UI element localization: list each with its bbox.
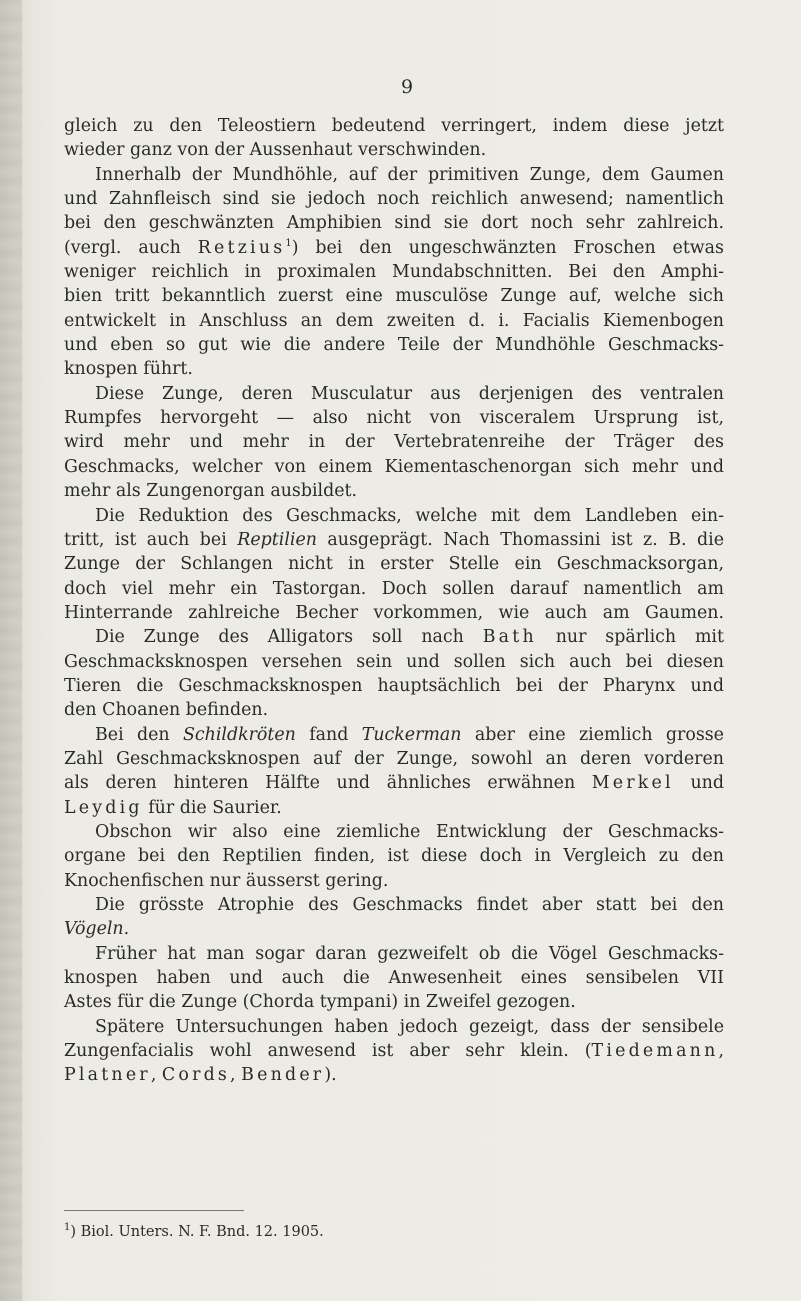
text-line: organe bei den Reptilien finden, ist diese doch in Vergleich zu den <box>64 846 724 867</box>
footnote <box>64 1224 324 1240</box>
text-segment: nur spärlich mit <box>536 627 724 648</box>
text-segment: tritt, ist auch bei <box>64 529 238 550</box>
spaced-name: Cords <box>161 1065 231 1086</box>
text-line: Zahl Geschmacksknospen auf der Zunge, sowohl an deren vorderen <box>64 748 724 769</box>
text-line <box>64 771 724 795</box>
text-segment: Die Reduktion des Geschmacks, welche mit dem Landleben ein- <box>95 505 724 526</box>
text-line: Rumpfes hervorgeht — also nicht von visceralem Ursprung ist, <box>64 408 724 429</box>
spaced-name: Bender <box>241 1065 325 1086</box>
text-segment: Die Zunge des Alligators soll nach <box>95 627 483 648</box>
text-line: Früher hat man sogar daran gezweifelt ob die Vögel Geschmacks- <box>95 943 724 964</box>
italic-term: Reptilien <box>237 529 317 550</box>
text-line: Spätere Untersuchungen haben jedoch gezeigt, dass der sensibele <box>95 1016 724 1037</box>
text-line: Innerhalb der Mundhöhle, auf der primitiven Zunge, dem Gaumen <box>95 164 724 185</box>
spaced-name: Tiedemann <box>591 1041 719 1062</box>
spaced-name: Leydig <box>64 797 143 818</box>
text-line: mehr als Zungenorgan ausbildet. <box>64 481 358 502</box>
footnote-marker: 1 <box>64 1222 71 1234</box>
text-line: Geschmacks, welcher von einem Kiementaschenorgan sich mehr und <box>64 456 724 477</box>
text-line: Diese Zunge, deren Musculatur aus derjenigen des ventralen <box>95 383 724 404</box>
spaced-name: Bath <box>482 627 537 648</box>
spaced-name: Merkel <box>591 773 674 794</box>
text-line: bei den geschwänzten Amphibien sind sie dort noch sehr zahlreich. <box>64 213 724 234</box>
text-segment: Bei den <box>95 724 183 745</box>
text-line: bien tritt bekanntlich zuerst eine musculöse Zunge auf, welche sich <box>64 286 724 307</box>
text-line: und eben so gut wie die andere Teile der Mundhöhle Geschmacks- <box>64 335 724 356</box>
text-line <box>64 1039 724 1063</box>
text-line: doch viel mehr ein Tastorgan. Doch sollen darauf namentlich am <box>64 578 724 599</box>
text-segment: ). <box>324 1065 337 1086</box>
text-segment: fand <box>295 724 362 745</box>
footnote-reference: 1 <box>285 237 292 249</box>
text-line <box>64 796 724 820</box>
text-line: Die grösste Atrophie des Geschmacks findet aber statt bei den <box>95 895 724 915</box>
text-line: Obschon wir also eine ziemliche Entwicklung der Geschmacks- <box>95 821 724 842</box>
text-line <box>64 504 724 528</box>
text-line: knospen haben und auch die Anwesenheit eines sensibelen VII <box>64 968 724 989</box>
text-segment: aber eine ziemlich grosse <box>461 724 724 745</box>
text-line <box>64 236 724 260</box>
text-line: Hinterrande zahlreiche Becher vorkommen, wie auch am Gaumen. <box>64 602 724 623</box>
text-line <box>64 723 724 747</box>
text-line: weniger reichlich in proximalen Mundabschnitten. Bei den Amphi- <box>64 262 724 283</box>
text-line: gleich zu den Teleostiern bedeutend verringert, indem diese jetzt <box>64 116 724 136</box>
text-segment: als deren hinteren Hälfte und ähnliches erwähnen <box>64 773 592 794</box>
footnote-divider <box>64 1210 244 1211</box>
text-line: entwickelt in Anschluss an dem zweiten d. i. Facialis Kiemenbogen <box>64 310 724 331</box>
text-segment: , <box>150 1065 162 1086</box>
text-segment: Zungenfacialis wohl anwesend ist aber sehr klein. ( <box>64 1041 592 1062</box>
text-line: wieder ganz von der Aussenhaut verschwinden. <box>64 140 487 161</box>
text-segment: ) bei den ungeschwänzten Froschen etwas <box>291 237 724 258</box>
text-segment: , <box>230 1065 242 1086</box>
binding-edge <box>0 0 22 1301</box>
text-line: knospen führt. <box>64 359 193 380</box>
footnote-text: ) Biol. Unters. N. F. Bnd. 12. 1905. <box>70 1224 324 1240</box>
text-line: Zunge der Schlangen nicht in erster Stelle ein Geschmacksorgan, <box>64 554 724 575</box>
body-text <box>64 114 724 1088</box>
italic-term: Vögeln. <box>64 919 130 940</box>
spaced-name: Platner <box>64 1065 151 1086</box>
text-line: Geschmacksknospen versehen sein und sollen sich auch bei diesen <box>64 651 724 672</box>
text-line: wird mehr und mehr in der Vertebratenreihe der Träger des <box>64 432 724 453</box>
text-line: Astes für die Zunge (Chorda tympani) in Zweifel gezogen. <box>64 992 576 1013</box>
text-line: Knochenfischen nur äusserst gering. <box>64 870 389 891</box>
text-line <box>64 528 724 552</box>
spaced-name: Retzius <box>197 237 286 258</box>
italic-term: Schildkröten <box>182 724 296 745</box>
text-line: Tieren die Geschmacksknospen hauptsächlich bei der Pharynx und <box>64 675 724 696</box>
text-segment: ausgeprägt. Nach Thomassini ist z. B. die <box>316 529 724 550</box>
text-segment: , <box>718 1041 724 1062</box>
text-line: den Choanen befinden. <box>64 700 269 721</box>
text-line <box>64 917 724 941</box>
italic-term: Tuckerman <box>361 724 462 745</box>
page-number: 9 <box>400 76 414 98</box>
text-segment: für die Saurier. <box>142 797 282 818</box>
text-segment: und <box>673 773 724 794</box>
text-segment: (vergl. auch <box>64 237 198 258</box>
text-line: und Zahnfleisch sind sie jedoch noch reichlich anwesend; namentlich <box>64 189 724 210</box>
text-line <box>64 625 724 649</box>
text-line <box>64 1063 724 1087</box>
